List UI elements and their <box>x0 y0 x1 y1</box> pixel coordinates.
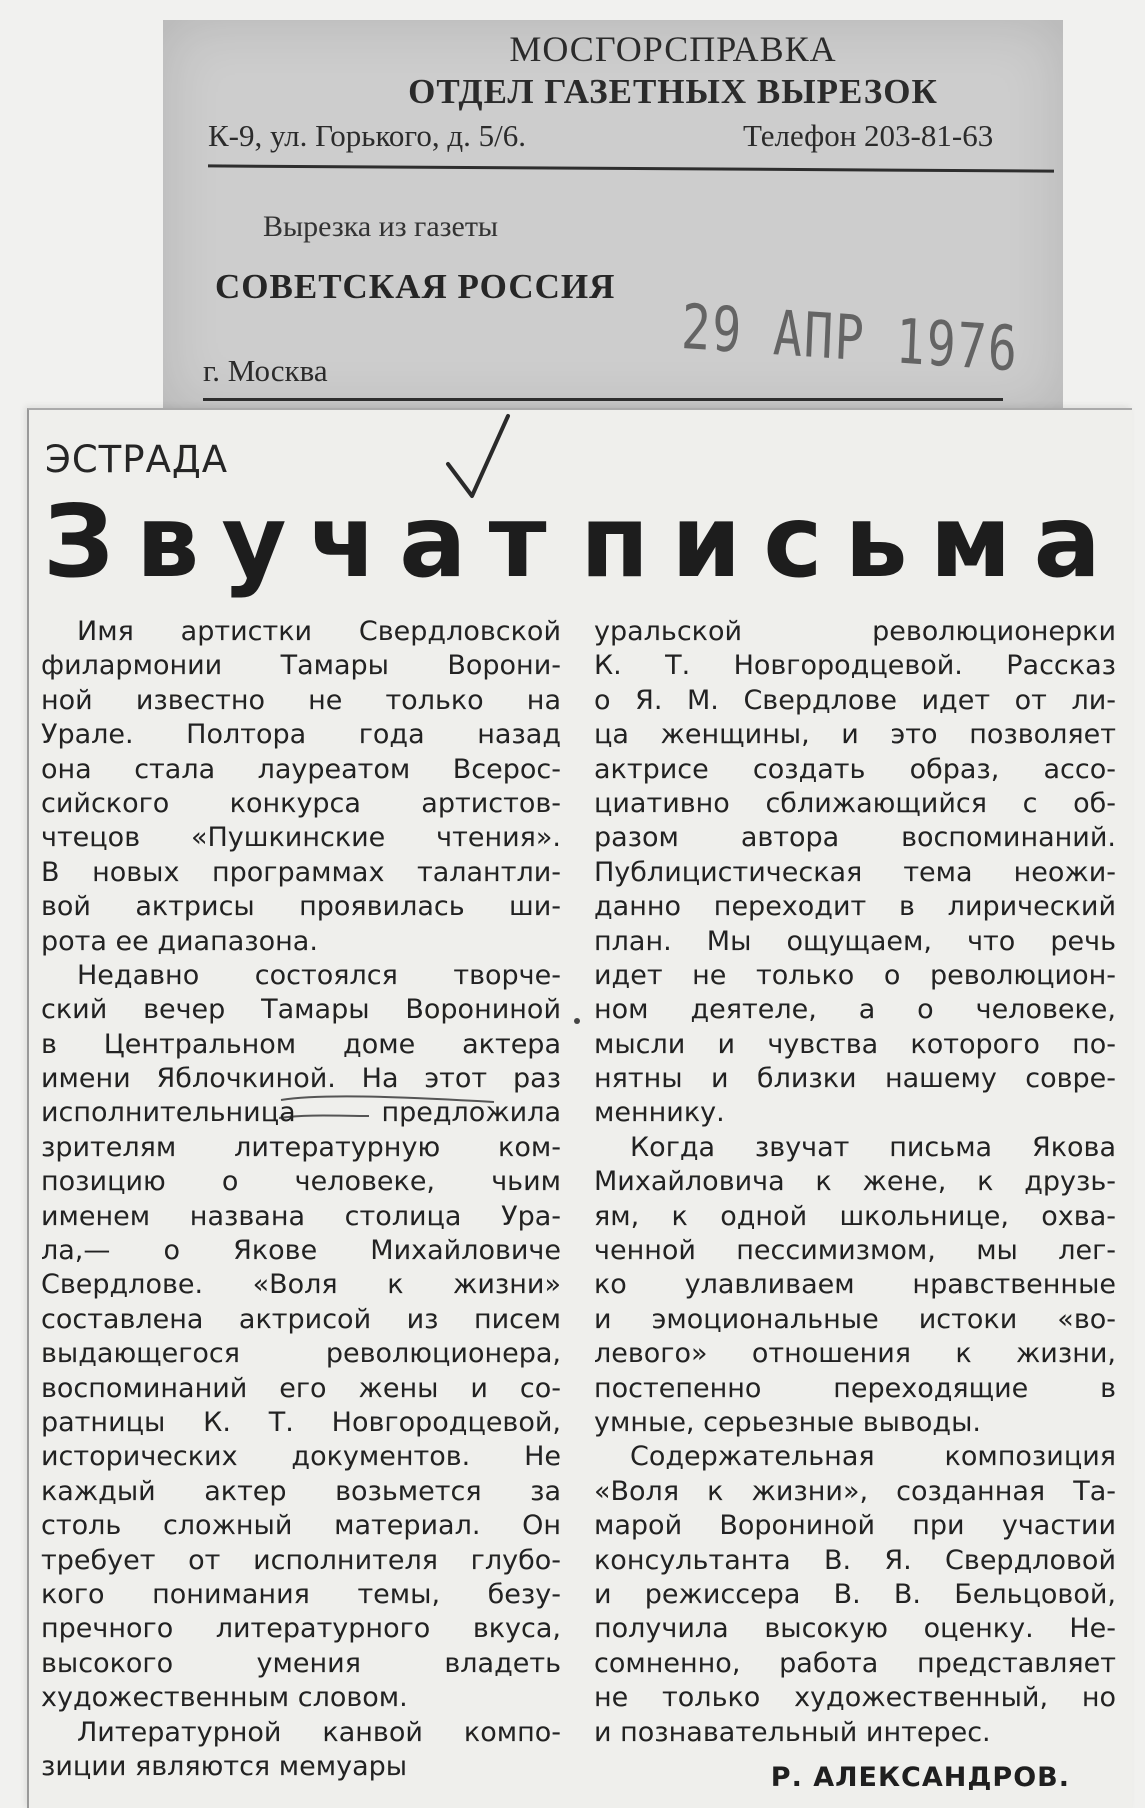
article-line: в Центральном доме актера <box>41 1028 561 1060</box>
article-line: кого понимания темы, безу- <box>41 1578 561 1610</box>
article-line: зиции являются мемуары <box>41 1750 408 1782</box>
article-line: именем названа столица Ура- <box>41 1200 561 1232</box>
article-line: мысли и чувства которого по- <box>594 1028 1116 1060</box>
article-line: Урале. Полтора года назад <box>41 719 561 751</box>
article-line: о Я. М. Свердлове идет от ли- <box>594 684 1116 716</box>
article-line: художественным словом. <box>41 1682 408 1714</box>
article-line: позицию о человеке, чьим <box>41 1166 561 1198</box>
article-line: пречного литературного вкуса, <box>41 1613 561 1645</box>
clipping-service-slip <box>163 20 1063 415</box>
article-line: ла,— о Якове Михайловиче <box>41 1235 561 1267</box>
article-line: имени Яблочкиной. На этот раз <box>41 1063 561 1095</box>
article-line: рота ее диапазона. <box>41 925 318 957</box>
article-line: выдающегося революционера, <box>41 1338 561 1370</box>
article-line: сомненно, работа представляет <box>594 1647 1116 1679</box>
article-line: В новых программах талантли- <box>41 856 561 888</box>
article-line: Имя артистки Свердловской <box>77 616 561 647</box>
article-line: Михайловича к жене, к друзь- <box>594 1166 1116 1198</box>
ink-dot <box>574 1018 580 1024</box>
article-line: Свердлове. «Воля к жизни» <box>41 1269 561 1301</box>
headline <box>43 483 1123 613</box>
article-line: исполнительница предложила <box>41 1097 561 1129</box>
article-line: нятны и близки нашему совре- <box>594 1063 1116 1095</box>
section-label: ЭСТРАДА <box>45 438 229 481</box>
article-line: ца женщины, и это позволяет <box>594 719 1116 751</box>
department-name: ОТДЕЛ ГАЗЕТНЫХ ВЫРЕЗОК <box>408 72 938 111</box>
article-line: получила высокую оценку. Не- <box>594 1613 1116 1645</box>
article-line: сийского конкурса артистов- <box>41 787 561 819</box>
date-stamp: 29 АПР 1976 <box>680 290 1020 386</box>
city: г. Москва <box>203 353 328 388</box>
newspaper-name: СОВЕТСКАЯ РОССИЯ <box>215 267 616 306</box>
article-line: вой актрисы проявилась ши- <box>41 891 561 923</box>
address: К-9, ул. Горького, д. 5/6. <box>208 118 527 153</box>
clipping-label: Вырезка из газеты <box>263 210 499 243</box>
article-line: зрителям литературную ком- <box>41 1131 561 1163</box>
article-line: Недавно состоялся творче- <box>77 959 561 991</box>
article-line: чтецов «Пушкинские чтения». <box>41 822 561 854</box>
article-line: постепенно переходящие в <box>594 1372 1116 1404</box>
article-line: Содержательная композиция <box>630 1441 1116 1473</box>
article-line: исторических документов. Не <box>41 1441 561 1473</box>
article-line: ский вечер Тамары Ворониной <box>41 994 561 1026</box>
article-line: циативно сближающийся с об- <box>594 787 1116 819</box>
article-line: план. Мы ощущаем, что речь <box>594 925 1116 957</box>
article-line: ной известно не только на <box>41 684 561 716</box>
phone: Телефон 203-81-63 <box>743 118 994 153</box>
article-column-1 <box>41 615 561 1784</box>
article-line: и эмоциональные истоки «во- <box>594 1303 1116 1335</box>
article-line: данно переходит в лирический <box>594 891 1116 923</box>
headline-word: письма <box>580 483 1123 600</box>
article-line: левого» отношения к жизни, <box>594 1338 1116 1370</box>
divider-line <box>208 164 1054 172</box>
article-line: и познавательный интерес. <box>594 1716 991 1748</box>
article-line: уральской революционерки <box>594 616 1116 647</box>
article-line: воспоминаний его жены и со- <box>41 1372 561 1404</box>
article-line: актрисе создать образ, ассо- <box>594 753 1116 785</box>
article-line: ям, к одной школьнице, охва- <box>594 1200 1116 1232</box>
article-line: Литературной канвой компо- <box>77 1716 561 1748</box>
author-signature: Р. АЛЕКСАНДРОВ. <box>770 1762 1070 1793</box>
article-line: ратницы К. Т. Новгородцевой, <box>41 1406 561 1438</box>
article-line: филармонии Тамары Ворони- <box>41 650 561 682</box>
address-line <box>208 118 1058 154</box>
article-line: каждый актер возьмется за <box>41 1475 561 1507</box>
article-column-2 <box>594 615 1116 1750</box>
article-line: разом автора воспоминаний. <box>594 822 1116 854</box>
newspaper-clipping <box>27 408 1132 1808</box>
article-line: умные, серьезные выводы. <box>594 1406 981 1438</box>
article-line: К. Т. Новгородцевой. Рассказ <box>594 650 1116 682</box>
article-line: «Воля к жизни», созданная Та- <box>594 1475 1116 1507</box>
article-line: не только художественный, но <box>594 1682 1116 1714</box>
article-line: консультанта В. Я. Свердловой <box>594 1544 1116 1576</box>
article-line: ном деятеле, а о человеке, <box>594 994 1116 1026</box>
article-line: столь сложный материал. Он <box>41 1510 561 1542</box>
article-line: требует от исполнителя глубо- <box>41 1544 561 1576</box>
article-line: и режиссера В. В. Бельцовой, <box>594 1578 1116 1610</box>
article-line: меннику. <box>594 1097 725 1129</box>
article-line: она стала лауреатом Всерос- <box>41 753 561 785</box>
article-line: Когда звучат письма Якова <box>630 1131 1116 1163</box>
organization-name: МОСГОРСПРАВКА <box>509 29 837 69</box>
article-line: ченной пессимизмом, мы лег- <box>594 1235 1116 1267</box>
article-line: Публицистическая тема неожи- <box>594 856 1116 888</box>
article-line: составлена актрисой из писем <box>41 1303 561 1335</box>
article-line: ко улавливаем нравственные <box>594 1269 1116 1301</box>
divider-line <box>203 398 1003 401</box>
headline-word: Звучат <box>43 483 569 600</box>
article-line: марой Ворониной при участии <box>594 1510 1116 1542</box>
article-line: высокого умения владеть <box>41 1647 561 1679</box>
article-line: идет не только о революцион- <box>594 959 1116 991</box>
